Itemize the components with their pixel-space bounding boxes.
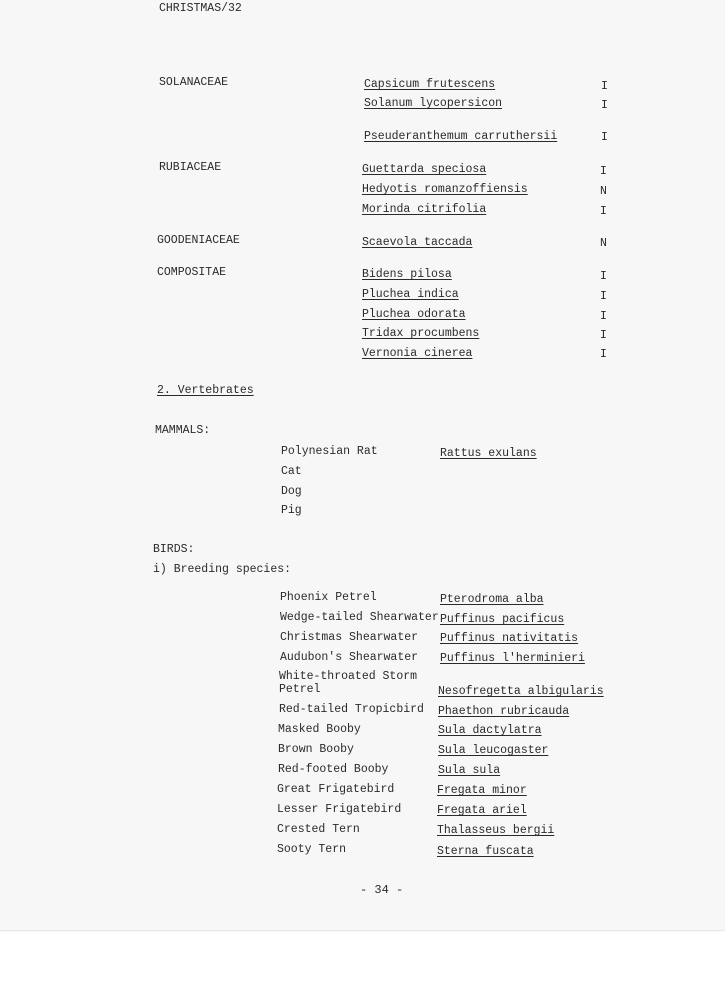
bird-scientific-name: Sula leucogaster bbox=[438, 744, 549, 757]
bird-common-name: Sooty Tern bbox=[277, 843, 347, 856]
species-name: Vernonia cinerea bbox=[362, 347, 473, 360]
family-label: COMPOSITAE bbox=[157, 266, 227, 279]
mammal-common-name: Polynesian Rat bbox=[281, 445, 378, 458]
status-code: I bbox=[601, 99, 608, 112]
species-name: Solanum lycopersicon bbox=[364, 97, 503, 110]
bird-common-name: White-throated Storm bbox=[279, 670, 418, 683]
section-heading: 2. Vertebrates bbox=[157, 384, 254, 397]
status-code: I bbox=[600, 165, 607, 178]
species-name: Bidens pilosa bbox=[362, 268, 452, 281]
species-name: Pluchea odorata bbox=[362, 308, 466, 321]
species-name: Morinda citrifolia bbox=[362, 203, 487, 216]
status-code: N bbox=[600, 237, 607, 250]
status-code: I bbox=[600, 329, 607, 342]
birds-heading: BIRDS: bbox=[153, 543, 195, 556]
status-code: I bbox=[600, 290, 607, 303]
family-label: GOODENIACEAE bbox=[157, 234, 240, 247]
status-code: I bbox=[600, 270, 607, 283]
bird-scientific-name: Thalasseus bergii bbox=[437, 824, 555, 837]
species-name: Hedyotis romanzoffiensis bbox=[362, 183, 528, 196]
bird-scientific-name: Pterodroma alba bbox=[440, 593, 544, 606]
bird-scientific-name: Fregata ariel bbox=[437, 804, 527, 817]
bird-scientific-name: Sula dactylatra bbox=[438, 724, 542, 737]
bird-scientific-name: Phaethon rubricauda bbox=[438, 705, 570, 718]
species-name: Scaevola taccada bbox=[362, 236, 473, 249]
bird-scientific-name: Nesofregetta albigularis bbox=[438, 685, 604, 698]
bird-common-name: Wedge-tailed Shearwater bbox=[280, 611, 439, 624]
bird-common-name: Crested Tern bbox=[277, 823, 360, 836]
breeding-heading: i) Breeding species: bbox=[153, 563, 292, 576]
bird-scientific-name: Sterna fuscata bbox=[437, 845, 534, 858]
mammal-scientific-name: Rattus exulans bbox=[440, 447, 537, 460]
bird-common-name: Lesser Frigatebird bbox=[277, 803, 402, 816]
mammal-common-name: Dog bbox=[281, 485, 302, 498]
mammals-heading: MAMMALS: bbox=[155, 424, 211, 437]
bird-common-name: Masked Booby bbox=[278, 723, 361, 736]
bird-common-name: Brown Booby bbox=[278, 743, 354, 756]
bird-common-name: Red-footed Booby bbox=[278, 763, 389, 776]
status-code: I bbox=[601, 131, 608, 144]
bird-common-name: Phoenix Petrel bbox=[280, 591, 377, 604]
species-name: Tridax procumbens bbox=[362, 327, 480, 340]
mammal-common-name: Pig bbox=[281, 504, 302, 517]
status-code: I bbox=[601, 80, 608, 93]
status-code: I bbox=[600, 348, 607, 361]
status-code: I bbox=[600, 310, 607, 323]
family-label: SOLANACEAE bbox=[159, 76, 229, 89]
bird-common-name: Audubon's Shearwater bbox=[280, 651, 419, 664]
bird-common-name: Red-tailed Tropicbird bbox=[279, 703, 424, 716]
status-code: N bbox=[600, 185, 607, 198]
bird-scientific-name: Puffinus l'herminieri bbox=[440, 652, 585, 665]
page-header: CHRISTMAS/32 bbox=[159, 2, 242, 15]
bird-scientific-name: Puffinus pacificus bbox=[440, 613, 565, 626]
family-label: RUBIACEAE bbox=[159, 161, 222, 174]
page-number: - 34 - bbox=[360, 883, 404, 897]
species-name: Guettarda speciosa bbox=[362, 163, 487, 176]
status-code: I bbox=[600, 205, 607, 218]
species-name: Pluchea indica bbox=[362, 288, 459, 301]
bird-common-name: Great Frigatebird bbox=[277, 783, 395, 796]
bird-common-name: Petrel bbox=[279, 683, 321, 696]
species-name: Pseuderanthemum carruthersii bbox=[364, 130, 558, 143]
mammal-common-name: Cat bbox=[281, 465, 302, 478]
bird-scientific-name: Puffinus nativitatis bbox=[440, 632, 579, 645]
species-name: Capsicum frutescens bbox=[364, 78, 496, 91]
bird-common-name: Christmas Shearwater bbox=[280, 631, 419, 644]
bird-scientific-name: Fregata minor bbox=[437, 784, 527, 797]
bird-scientific-name: Sula sula bbox=[438, 764, 501, 777]
